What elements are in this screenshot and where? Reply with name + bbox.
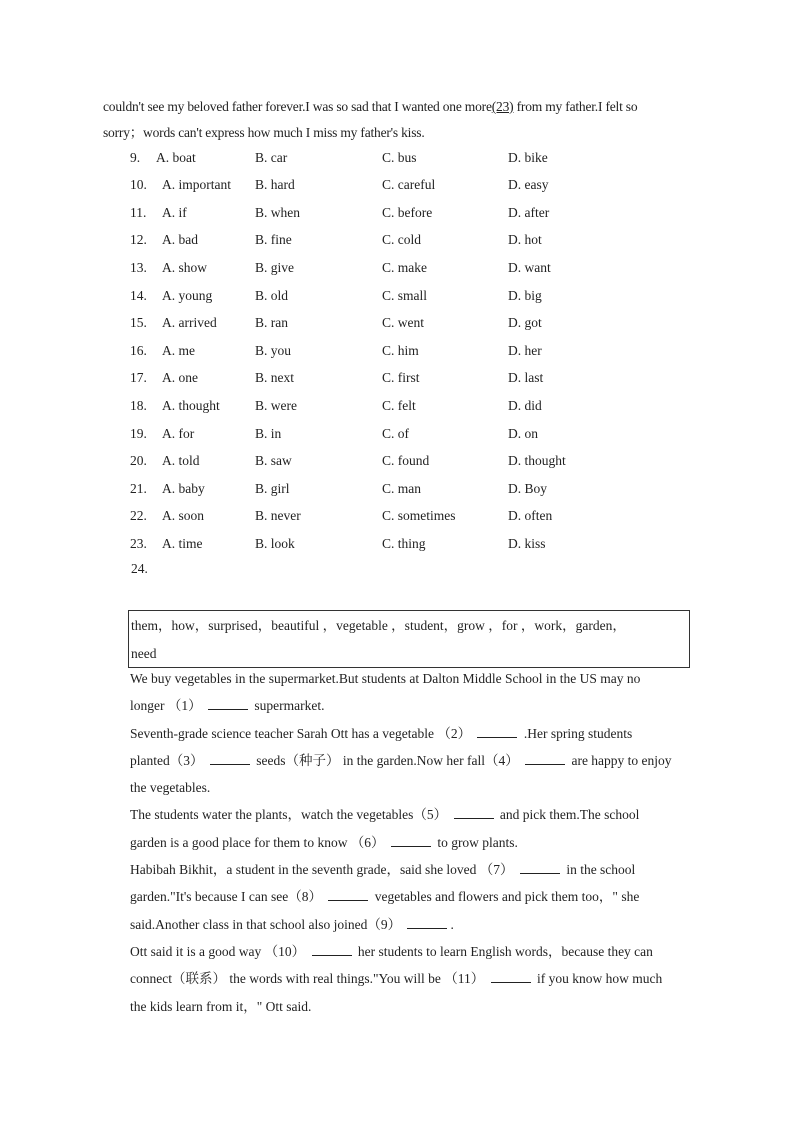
question-row xyxy=(130,508,650,528)
option-c: C. sometimes xyxy=(382,508,456,523)
option-c: C. first xyxy=(382,370,420,385)
question-row xyxy=(130,315,650,335)
question-24-label: 24. xyxy=(131,561,148,576)
question-row xyxy=(130,260,650,280)
option-a: A. baby xyxy=(162,481,205,496)
option-a: A. me xyxy=(162,343,195,358)
option-c: C. before xyxy=(382,205,433,220)
option-c: C. bus xyxy=(382,150,417,165)
passage-line: garden."It's because I can see（8） vegetables and flowers and pick them too，" she xyxy=(130,883,695,910)
passage-line: the vegetables. xyxy=(130,780,211,796)
question-number: 14. xyxy=(130,288,147,303)
answer-blank-1[interactable] xyxy=(208,695,248,710)
passage-line: Seventh-grade science teacher Sarah Ott has a vegetable （2） .Her spring students xyxy=(130,720,695,747)
option-b: B. saw xyxy=(255,453,292,468)
option-c: C. found xyxy=(382,453,430,468)
question-row xyxy=(130,398,650,418)
option-d: D. after xyxy=(508,205,550,220)
option-c: C. thing xyxy=(382,536,426,551)
question-number: 23. xyxy=(130,536,147,551)
question-number: 18. xyxy=(130,398,147,413)
answer-blank-4[interactable] xyxy=(525,750,565,765)
option-a: A. for xyxy=(162,426,195,441)
option-c: C. careful xyxy=(382,177,436,192)
option-d: D. hot xyxy=(508,232,542,247)
passage-line: garden is a good place for them to know （6） to grow plants. xyxy=(130,829,695,856)
cloze-passage xyxy=(130,665,695,1020)
option-d: D. Boy xyxy=(508,481,548,496)
answer-blank-7[interactable] xyxy=(520,859,560,874)
question-row xyxy=(130,343,650,363)
passage-line: Ott said it is a good way （10） her students to learn English words，because they can xyxy=(130,938,695,965)
passage-line: The students water the plants，watch the vegetables（5） and pick them.The school xyxy=(130,801,695,828)
passage-line: said.Another class in that school also joined（9） . xyxy=(130,911,695,938)
answer-blank-5[interactable] xyxy=(454,804,494,819)
passage-line: the kids learn from it，" Ott said. xyxy=(130,998,312,1014)
question-row xyxy=(130,205,650,225)
option-a: A. soon xyxy=(162,508,205,523)
option-a: A. arrived xyxy=(162,315,217,330)
question-row xyxy=(130,426,650,446)
question-row xyxy=(130,177,650,197)
answer-blank-10[interactable] xyxy=(312,941,352,956)
question-row xyxy=(130,453,650,473)
question-row xyxy=(130,536,650,556)
question-number: 17. xyxy=(130,370,147,385)
passage-line: longer （1） supermarket. xyxy=(130,692,695,719)
answer-blank-6[interactable] xyxy=(391,832,431,847)
question-row xyxy=(130,370,650,390)
option-d: D. easy xyxy=(508,177,549,192)
question-number: 10. xyxy=(130,177,147,192)
question-number: 21. xyxy=(130,481,147,496)
option-a: A. thought xyxy=(162,398,220,413)
answer-blank-9[interactable] xyxy=(407,914,447,929)
answer-blank-2[interactable] xyxy=(477,723,517,738)
option-b: B. ran xyxy=(255,315,288,330)
answer-blank-8[interactable] xyxy=(328,886,368,901)
passage-line: connect（联系） the words with real things."You will be （11） if you know how much xyxy=(130,965,695,992)
option-b: B. girl xyxy=(255,481,290,496)
answer-blank-3[interactable] xyxy=(210,750,250,765)
option-d: D. her xyxy=(508,343,542,358)
passage-line: Habibah Bikhit，a student in the seventh grade，said she loved （7） in the school xyxy=(130,856,695,883)
option-b: B. old xyxy=(255,288,289,303)
passage-line: We buy vegetables in the supermarket.But students at Dalton Middle School in the US may no xyxy=(130,671,641,686)
option-a: A. time xyxy=(162,536,203,551)
option-d: D. often xyxy=(508,508,553,523)
question-number: 13. xyxy=(130,260,147,275)
option-a: A. young xyxy=(162,288,213,303)
intro-text xyxy=(103,94,693,146)
option-c: C. him xyxy=(382,343,419,358)
option-d: D. last xyxy=(508,370,544,385)
option-c: C. cold xyxy=(382,232,421,247)
option-d: D. kiss xyxy=(508,536,546,551)
option-c: C. small xyxy=(382,288,428,303)
question-number: 22. xyxy=(130,508,147,523)
question-number: 19. xyxy=(130,426,147,441)
option-d: D. big xyxy=(508,288,542,303)
option-b: B. hard xyxy=(255,177,295,192)
question-number: 15. xyxy=(130,315,147,330)
option-d: D. on xyxy=(508,426,538,441)
blank-23-marker: (23) xyxy=(491,99,514,114)
question-number: 11. xyxy=(130,205,147,220)
option-a: A. important xyxy=(162,177,231,192)
question-row xyxy=(130,481,650,501)
intro-line-1: couldn't see my beloved father forever.I was so sad that I wanted one more(23) from my father.I felt so xyxy=(103,99,638,114)
option-b: B. next xyxy=(255,370,294,385)
option-c: C. went xyxy=(382,315,424,330)
option-d: D. bike xyxy=(508,150,548,165)
option-b: B. fine xyxy=(255,232,292,247)
option-d: D. got xyxy=(508,315,542,330)
option-a: A. bad xyxy=(162,232,198,247)
option-b: B. you xyxy=(255,343,292,358)
option-c: C. felt xyxy=(382,398,416,413)
option-b: B. look xyxy=(255,536,295,551)
question-number: 20. xyxy=(130,453,147,468)
option-b: B. when xyxy=(255,205,300,220)
question-row xyxy=(130,288,650,308)
question-row xyxy=(130,150,650,170)
option-b: B. never xyxy=(255,508,301,523)
option-d: D. want xyxy=(508,260,551,275)
option-b: B. were xyxy=(255,398,297,413)
intro-line-2: sorry；words can't express how much I miss my father's kiss. xyxy=(103,125,425,140)
option-a: A. if xyxy=(162,205,187,220)
question-number: 12. xyxy=(130,232,147,247)
option-d: D. thought xyxy=(508,453,566,468)
option-c: C. of xyxy=(382,426,409,441)
question-row xyxy=(130,232,650,252)
question-number: 16. xyxy=(130,343,147,358)
option-a: A. show xyxy=(162,260,208,275)
option-a: A. boat xyxy=(156,150,196,165)
option-a: A. told xyxy=(162,453,200,468)
option-c: C. make xyxy=(382,260,427,275)
option-d: D. did xyxy=(508,398,542,413)
answer-blank-11[interactable] xyxy=(491,968,531,983)
option-c: C. man xyxy=(382,481,421,496)
option-b: B. in xyxy=(255,426,282,441)
word-bank-line-1: them，how，surprised，beautiful ，vegetable ，student，grow ，for ，work，garden， xyxy=(131,618,626,633)
word-bank-box xyxy=(128,610,690,668)
option-b: B. car xyxy=(255,150,288,165)
option-a: A. one xyxy=(162,370,198,385)
option-b: B. give xyxy=(255,260,294,275)
passage-line: planted（3） seeds（种子） in the garden.Now her fall（4） are happy to enjoy xyxy=(130,747,695,774)
word-bank-line-2: need xyxy=(131,646,157,661)
question-number: 9. xyxy=(130,150,141,165)
